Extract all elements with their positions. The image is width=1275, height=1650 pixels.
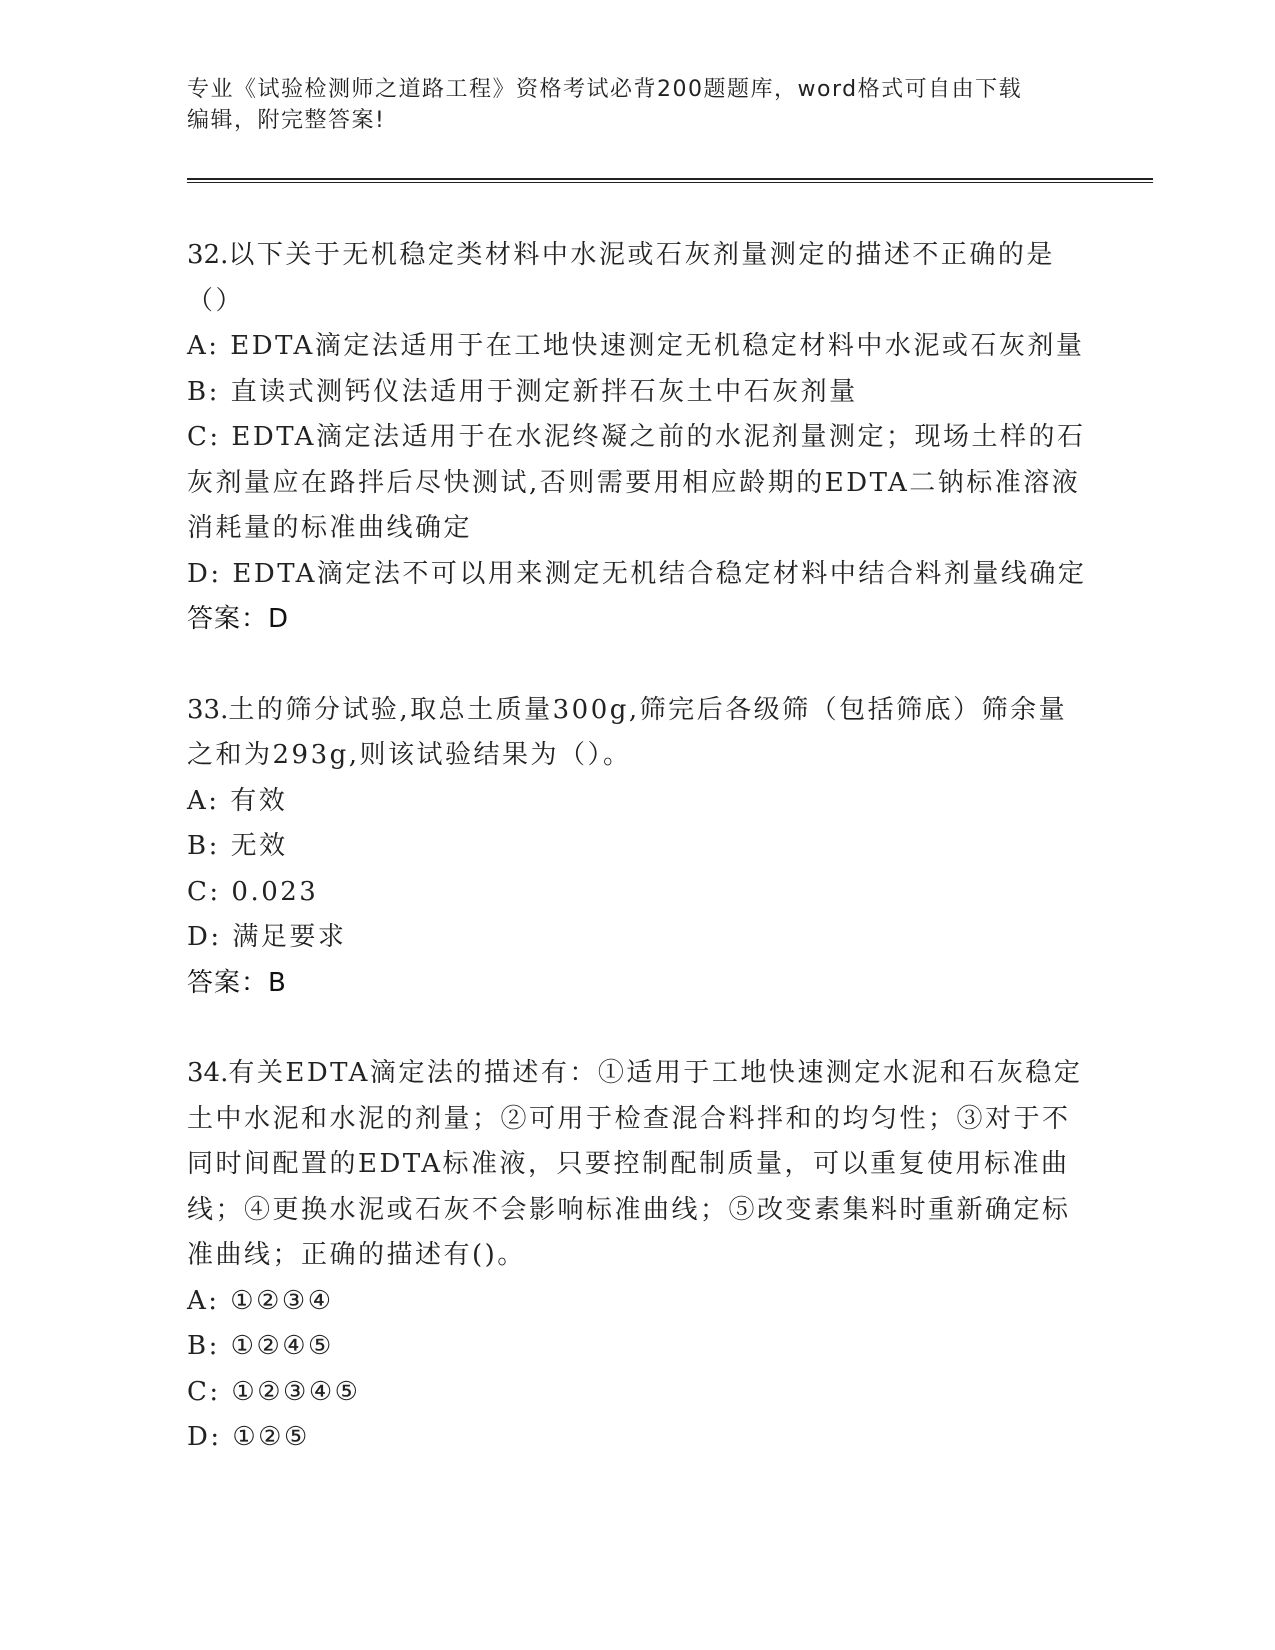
question-list [187, 233, 1087, 1506]
option-d: D: 满足要求 [187, 922, 347, 952]
question-stem [187, 688, 1087, 779]
question-number: 33. [187, 694, 229, 725]
option-d: D: ①②⑤ [187, 1422, 310, 1452]
header-title-line-1: 专业《试验检测师之道路工程》资格考试必背200题题库，word格式可自由下载 [187, 77, 1023, 102]
question-text: 以下关于无机稳定类材料中水泥或石灰剂量测定的描述不正确的是（） [187, 240, 1055, 316]
document-header [187, 74, 1087, 136]
answer-label: 答案：B [187, 967, 287, 998]
question-33 [187, 688, 1087, 1007]
option-a: A: ①②③④ [187, 1285, 334, 1316]
question-text: 土的筛分试验,取总土质量300g,筛完后各级筛（包括筛底）筛余量之和为293g,则该试验结果为（）。 [187, 694, 1068, 770]
option-b: B: 无效 [187, 831, 288, 861]
question-stem [187, 1051, 1087, 1279]
option-b: B: 直读式测钙仪法适用于测定新拌石灰土中石灰剂量 [187, 376, 858, 407]
question-32 [187, 233, 1087, 643]
question-text: 有关EDTA滴定法的描述有：①适用于工地快速测定水泥和石灰稳定土中水泥和水泥的剂量；②可用于检查混合料拌和的均匀性；③对于不同时间配置的EDTA标准液，只要控制配制质量，可以重复使用标准曲线；④更换水泥或石灰不会影响标准曲线；⑤改变素集料时重新确定标准曲线；正确的描述有()。 [187, 1058, 1083, 1270]
header-title-line-2: 编辑，附完整答案! [187, 108, 386, 133]
answer-label: 答案：D [187, 604, 290, 634]
option-c: C: EDTA滴定法适用于在水泥终凝之前的水泥剂量测定；现场土样的石灰剂量应在路拌后尽快测试,否则需要用相应龄期的EDTA二钠标准溶液消耗量的标准曲线确定 [187, 422, 1086, 543]
question-34 [187, 1051, 1087, 1461]
option-d: D: EDTA滴定法不可以用来测定无机结合稳定材料中结合料剂量线确定 [187, 558, 1087, 589]
question-number: 32. [187, 240, 229, 270]
header-divider [187, 178, 1153, 183]
option-c: C: 0.023 [187, 876, 319, 907]
option-a: A: 有效 [187, 785, 288, 816]
question-stem [187, 233, 1087, 324]
option-a: A: EDTA滴定法适用于在工地快速测定无机稳定材料中水泥或石灰剂量 [187, 331, 1085, 361]
question-number: 34. [187, 1058, 229, 1088]
option-c: C: ①②③④⑤ [187, 1376, 361, 1407]
option-b: B: ①②④⑤ [187, 1331, 334, 1361]
